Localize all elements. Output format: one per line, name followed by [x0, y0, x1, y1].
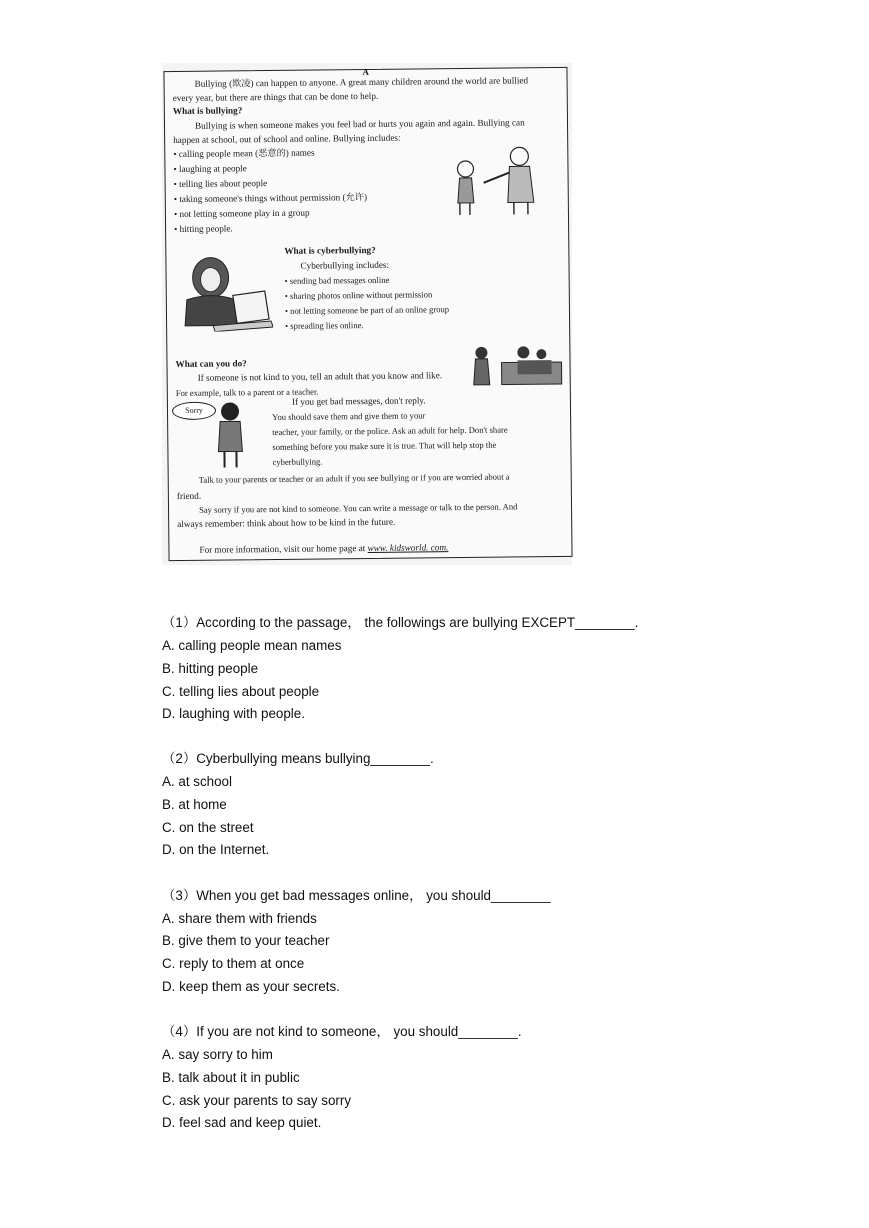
heading-what-is-bullying: What is bullying? — [172, 105, 243, 117]
website-link: www. kidsworld. com. — [367, 542, 449, 554]
option-d: D. on the Internet. — [162, 842, 270, 857]
option-c: C. telling lies about people — [162, 684, 320, 699]
message-line: something before you make sure it is true. That will help stop the — [272, 439, 497, 453]
message-line: cyberbullying. — [272, 456, 323, 468]
bullying-item: • laughing at people — [173, 163, 247, 175]
option-b: B. give them to your teacher — [162, 933, 330, 948]
message-line: You should save them and give them to your — [272, 410, 426, 423]
option-d: D. feel sad and keep quiet. — [162, 1115, 322, 1130]
message-line: If you get bad messages, don't reply. — [291, 395, 426, 407]
cyber-intro: Cyberbullying includes: — [300, 259, 390, 271]
passage-scan — [162, 63, 572, 565]
girl-laptop-illustration — [172, 255, 273, 332]
heading-what-can-you-do: What can you do? — [175, 358, 247, 370]
definition-line-1: Bullying is when someone makes you feel bad or hurts you again and again. Bullying can — [194, 117, 525, 131]
more-info-line — [199, 541, 448, 556]
say-line-2: always remember: think about how to be kind in the future. — [177, 516, 396, 530]
option-d: D. keep them as your secrets. — [162, 979, 340, 994]
bullying-item: • taking someone's things without permission (允许) — [173, 192, 368, 205]
bullying-item: • telling lies about people — [173, 178, 268, 190]
option-c: C. reply to them at once — [162, 956, 305, 971]
option-a: A. share them with friends — [162, 911, 317, 926]
two-boys-illustration — [447, 146, 558, 217]
option-a: A. at school — [162, 774, 232, 789]
option-b: B. hitting people — [162, 661, 259, 676]
option-c: C. on the street — [162, 820, 254, 835]
option-c: C. ask your parents to say sorry — [162, 1093, 352, 1108]
option-b: B. talk about it in public — [162, 1070, 300, 1085]
option-d: D. laughing with people. — [162, 706, 305, 721]
bullying-item: • hitting people. — [174, 223, 233, 235]
do-line-2: For example, talk to a parent or a teacher. — [175, 386, 319, 399]
intro-line-2: every year, but there are things that can be done to help. — [172, 90, 379, 104]
cyber-item: • sharing photos online without permission — [284, 289, 433, 301]
option-b: B. at home — [162, 797, 227, 812]
option-a: A. say sorry to him — [162, 1047, 273, 1062]
question-stem: （1）According to the passage， the followings are bullying EXCEPT________. — [162, 615, 639, 630]
message-line: teacher, your family, or the police. Ask an adult for help. Don't share — [272, 424, 508, 438]
cyber-item: • sending bad messages online — [284, 274, 390, 286]
do-line-1: If someone is not kind to you, tell an adult that you know and like. — [197, 370, 443, 383]
more-info-text: For more information, visit our home page at — [199, 543, 368, 555]
question-stem: （2）Cyberbullying means bullying________. — [162, 751, 434, 766]
sorry-speech-bubble: Sorry — [172, 402, 216, 420]
passage-frame — [163, 67, 572, 561]
girl-sorry-illustration — [212, 401, 249, 471]
say-line-1: Say sorry if you are not kind to someone. You can write a message or talk to the person. And — [198, 501, 518, 515]
cyber-item: • not letting someone be part of an online group — [284, 304, 450, 316]
family-sofa-illustration — [467, 344, 563, 389]
question-stem: （3）When you get bad messages online， you should________ — [162, 888, 551, 903]
intro-line-1: Bullying (欺凌) can happen to anyone. A great many children around the world are bullied — [194, 75, 529, 89]
question-stem: （4）If you are not kind to someone， you should________. — [162, 1024, 522, 1039]
definition-line-2: happen at school, out of school and online. Bullying includes: — [173, 132, 401, 146]
heading-cyberbullying: What is cyberbullying? — [284, 244, 376, 256]
option-a: A. calling people mean names — [162, 638, 342, 653]
talk-line-2: friend. — [176, 490, 202, 502]
bullying-item: • not letting someone play in a group — [173, 207, 310, 220]
section-mark: A — [362, 66, 370, 78]
bullying-item: • calling people mean (恶意的) names — [173, 147, 315, 160]
cyber-item: • spreading lies online. — [285, 320, 364, 331]
talk-line-1: Talk to your parents or teacher or an adult if you see bullying or if you are worried about a — [198, 471, 510, 485]
